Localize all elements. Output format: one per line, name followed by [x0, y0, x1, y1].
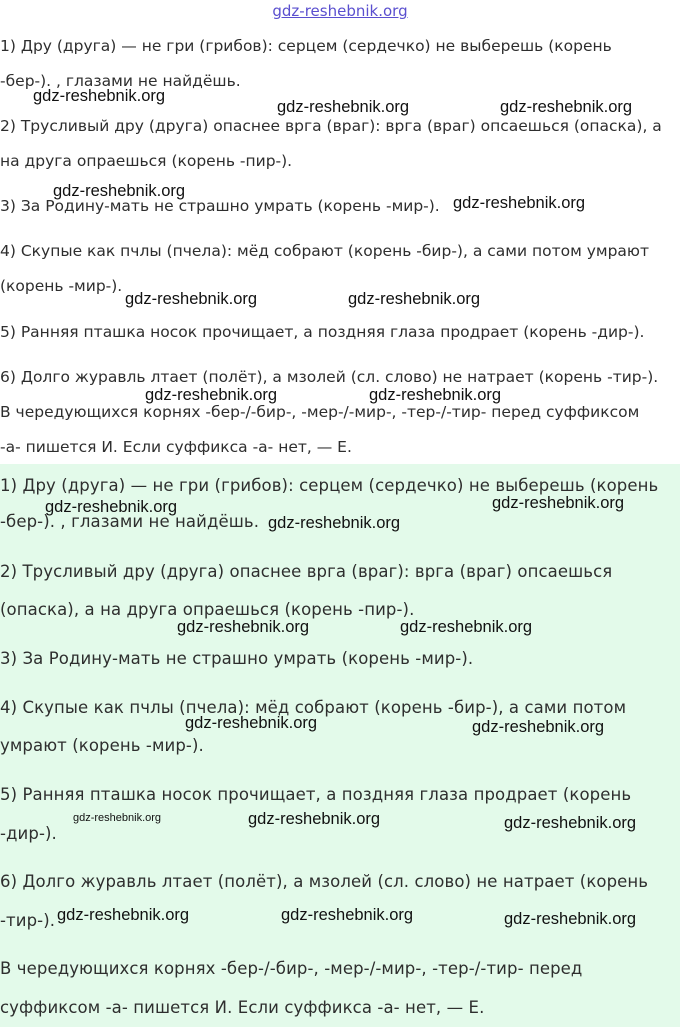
watermark: gdz-reshebnik.org	[268, 514, 401, 532]
text-line: В чередующихся корнях -бер-/-бир-, -мер-/-мир-, -тер-/-тир- перед	[0, 959, 583, 978]
text-line: 1) Дру (друга) — не гри (грибов): серцем (сердечко) не выберешь (корень	[0, 476, 659, 495]
text-line: 3) За Родину-мать не страшно умрать (корень -мир-).	[0, 197, 440, 215]
text-line: 1) Дру (друга) — не гри (грибов): серцем (сердечко) не выберешь (корень	[0, 37, 612, 55]
watermark: gdz-reshebnik.org	[472, 718, 605, 736]
header-watermark-link[interactable]: gdz-reshebnik.org	[272, 2, 408, 20]
watermark: gdz-reshebnik.org	[369, 386, 502, 404]
text-line: 3) За Родину-мать не страшно умрать (корень -мир-).	[0, 649, 474, 668]
watermark: gdz-reshebnik.org	[177, 618, 310, 636]
watermark: gdz-reshebnik.org	[400, 618, 533, 636]
watermark: gdz-reshebnik.org	[504, 814, 637, 832]
watermark: gdz-reshebnik.org	[504, 910, 637, 928]
plain-answer-section	[0, 0, 680, 464]
text-line: суффиксом -а- пишется И. Если суффикса -а- нет, — Е.	[0, 998, 485, 1017]
watermark: gdz-reshebnik.org	[453, 194, 586, 212]
text-line: -а- пишется И. Если суффикса -а- нет, — Е.	[0, 438, 352, 456]
text-line: 5) Ранняя пташка носок прочищает, а поздняя глаза продрает (корень	[0, 785, 632, 804]
watermark: gdz-reshebnik.org	[45, 498, 178, 516]
text-line: 2) Трусливый дру (друга) опаснее врга (враг): врга (враг) опсаешься (опаска), а	[0, 117, 662, 135]
text-line: (корень -мир-).	[0, 277, 123, 295]
text-line: (опаска), а на друга опраешься (корень -пир-).	[0, 600, 415, 619]
highlighted-answer-section	[0, 464, 680, 1027]
text-line: -тир-).	[0, 911, 56, 930]
text-line: 4) Скупые как пчлы (пчела): мёд собрают (корень -бир-), а сами потом умрают	[0, 242, 649, 260]
text-line: 6) Долго журавль лтает (полёт), а мзолей (сл. слово) не натрает (корень	[0, 872, 649, 891]
text-line: -дир-).	[0, 824, 57, 843]
watermark: gdz-reshebnik.org	[145, 386, 278, 404]
text-line: -бер-). , глазами не найдёшь.	[0, 512, 260, 531]
text-line: на друга опраешься (корень -пир-).	[0, 152, 293, 170]
watermark: gdz-reshebnik.org	[33, 87, 166, 105]
text-line: 4) Скупые как пчлы (пчела): мёд собрают (корень -бир-), а сами потом	[0, 698, 627, 717]
text-line: В чередующихся корнях -бер-/-бир-, -мер-/-мир-, -тер-/-тир- перед суффиксом	[0, 403, 640, 421]
watermark: gdz-reshebnik.org	[500, 98, 633, 116]
text-line: 2) Трусливый дру (друга) опаснее врга (враг): врга (враг) опсаешься	[0, 562, 613, 581]
text-line: -бер-). , глазами не найдёшь.	[0, 72, 241, 90]
watermark: gdz-reshebnik.org	[348, 290, 481, 308]
text-line: 5) Ранняя пташка носок прочищает, а поздняя глаза продрает (корень -дир-).	[0, 323, 645, 341]
watermark: gdz-reshebnik.org	[185, 714, 318, 732]
watermark: gdz-reshebnik.org	[277, 98, 410, 116]
watermark: gdz-reshebnik.org	[248, 810, 381, 828]
watermark: gdz-reshebnik.org	[73, 812, 162, 824]
watermark: gdz-reshebnik.org	[53, 182, 186, 200]
text-line: 6) Долго журавль лтает (полёт), а мзолей (сл. слово) не натрает (корень -тир-).	[0, 368, 659, 386]
watermark: gdz-reshebnik.org	[281, 906, 414, 924]
watermark: gdz-reshebnik.org	[125, 290, 258, 308]
watermark: gdz-reshebnik.org	[492, 494, 625, 512]
watermark: gdz-reshebnik.org	[57, 906, 190, 924]
text-line: умрают (корень -мир-).	[0, 736, 204, 755]
